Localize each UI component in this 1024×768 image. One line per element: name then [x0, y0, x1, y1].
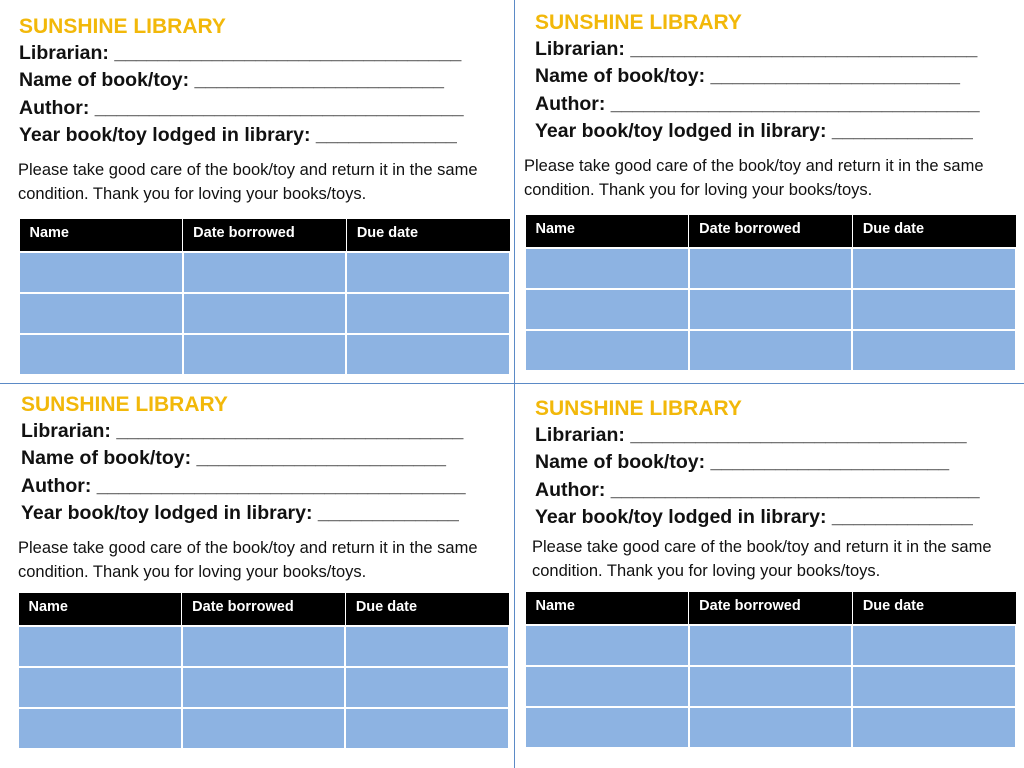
name-cell[interactable] [19, 293, 183, 334]
name-cell[interactable] [18, 708, 182, 749]
due-date-cell[interactable] [345, 667, 509, 708]
library-card-bottom-left [18, 392, 515, 750]
year-lodged-field: Year book/toy lodged in library: _____________ [535, 506, 973, 529]
date-borrowed-cell[interactable] [689, 625, 853, 666]
library-card-top-right [524, 10, 1024, 372]
author-field: Author: __________________________________ [535, 478, 980, 501]
date-borrowed-cell[interactable] [183, 334, 347, 375]
due-date-cell[interactable] [346, 334, 510, 375]
name-cell[interactable] [18, 626, 182, 667]
year-lodged-field: Year book/toy lodged in library: _____________ [21, 502, 459, 525]
author-field: Author: __________________________________ [535, 92, 980, 115]
column-due-date-header: Due date [345, 592, 509, 626]
column-date-borrowed-header: Date borrowed [183, 218, 347, 252]
borrow-table [524, 214, 1017, 373]
date-borrowed-cell[interactable] [689, 666, 853, 707]
due-date-cell[interactable] [852, 666, 1016, 707]
author-field: Author: __________________________________ [19, 96, 464, 119]
column-date-borrowed-header: Date borrowed [689, 214, 853, 248]
name-cell[interactable] [525, 707, 689, 748]
name-cell[interactable] [525, 666, 689, 707]
name-cell[interactable] [525, 289, 689, 330]
date-borrowed-cell[interactable] [689, 248, 853, 289]
librarian-field: Librarian: _______________________________ [535, 424, 967, 446]
table-row [525, 666, 1016, 707]
date-borrowed-cell[interactable] [689, 289, 853, 330]
name-cell[interactable] [525, 248, 689, 289]
column-date-borrowed-header: Date borrowed [182, 592, 346, 626]
due-date-cell[interactable] [345, 708, 509, 749]
date-borrowed-cell[interactable] [182, 626, 346, 667]
table-row [525, 289, 1016, 330]
care-note: Please take good care of the book/toy and return it in the same condition. Thank you for loving your books/toys. [18, 160, 478, 203]
borrow-table [524, 591, 1017, 750]
author-field: Author: __________________________________ [21, 474, 466, 497]
due-date-cell[interactable] [852, 289, 1016, 330]
table-row [18, 667, 509, 708]
name-cell[interactable] [19, 252, 183, 293]
date-borrowed-cell[interactable] [689, 330, 853, 371]
borrow-table [17, 592, 510, 751]
library-card-bottom-right [532, 396, 1024, 749]
column-date-borrowed-header: Date borrowed [689, 591, 853, 625]
date-borrowed-cell[interactable] [182, 708, 346, 749]
date-borrowed-cell[interactable] [689, 707, 853, 748]
column-name-header: Name [525, 214, 689, 248]
name-cell[interactable] [18, 667, 182, 708]
date-borrowed-cell[interactable] [182, 667, 346, 708]
table-row [19, 334, 510, 375]
column-due-date-header: Due date [346, 218, 510, 252]
library-card-top-left [19, 14, 513, 376]
table-row [525, 625, 1016, 666]
column-due-date-header: Due date [852, 591, 1016, 625]
table-row [525, 330, 1016, 371]
book-name-field: Name of book/toy: ______________________ [535, 451, 950, 474]
year-lodged-field: Year book/toy lodged in library: _____________ [19, 124, 457, 147]
care-note: Please take good care of the book/toy and return it in the same condition. Thank you for loving your books/toys. [18, 538, 478, 581]
due-date-cell[interactable] [346, 252, 510, 293]
date-borrowed-cell[interactable] [183, 252, 347, 293]
table-row [18, 626, 509, 667]
name-cell[interactable] [19, 334, 183, 375]
column-name-header: Name [18, 592, 182, 626]
name-cell[interactable] [525, 625, 689, 666]
column-name-header: Name [525, 591, 689, 625]
card-title: SUNSHINE LIBRARY [535, 11, 742, 34]
due-date-cell[interactable] [345, 626, 509, 667]
care-note: Please take good care of the book/toy and return it in the same condition. Thank you for loving your books/toys. [524, 156, 984, 199]
librarian-field: Librarian: ________________________________ [535, 38, 978, 60]
librarian-field: Librarian: ________________________________ [21, 420, 464, 442]
due-date-cell[interactable] [852, 707, 1016, 748]
name-cell[interactable] [525, 330, 689, 371]
column-name-header: Name [19, 218, 183, 252]
card-title: SUNSHINE LIBRARY [19, 15, 226, 38]
table-row [19, 293, 510, 334]
card-title: SUNSHINE LIBRARY [21, 393, 228, 416]
due-date-cell[interactable] [852, 248, 1016, 289]
care-note: Please take good care of the book/toy and return it in the same condition. Thank you for loving your books/toys. [532, 537, 992, 580]
librarian-field: Librarian: ________________________________ [19, 42, 462, 64]
due-date-cell[interactable] [346, 293, 510, 334]
year-lodged-field: Year book/toy lodged in library: _____________ [535, 120, 973, 143]
column-due-date-header: Due date [852, 214, 1016, 248]
due-date-cell[interactable] [852, 330, 1016, 371]
table-row [525, 248, 1016, 289]
book-name-field: Name of book/toy: _______________________ [535, 65, 960, 88]
table-row [18, 708, 509, 749]
borrow-table [18, 218, 511, 377]
book-name-field: Name of book/toy: _______________________ [19, 69, 444, 92]
date-borrowed-cell[interactable] [183, 293, 347, 334]
table-row [525, 707, 1016, 748]
table-row [19, 252, 510, 293]
book-name-field: Name of book/toy: _______________________ [21, 447, 446, 470]
horizontal-cut-line [0, 383, 1024, 384]
due-date-cell[interactable] [852, 625, 1016, 666]
card-title: SUNSHINE LIBRARY [535, 397, 742, 420]
